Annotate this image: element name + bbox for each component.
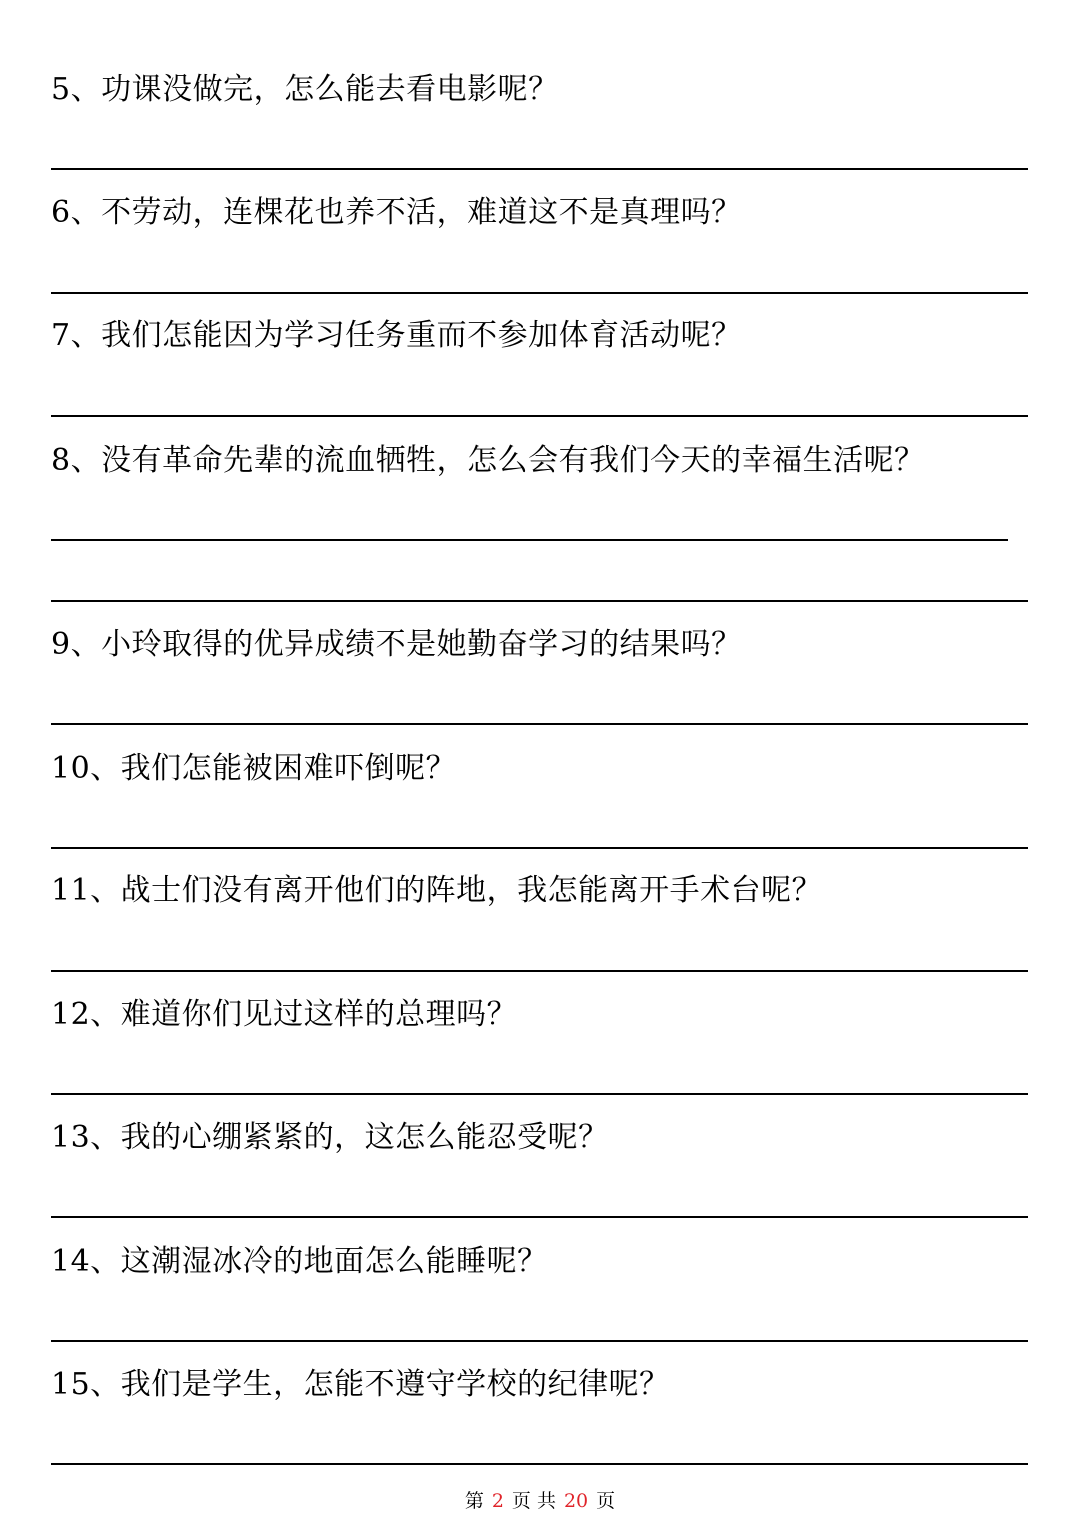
total-pages-number: 20 bbox=[563, 1490, 589, 1512]
question-9: 9、小玲取得的优异成绩不是她勤奋学习的结果吗？ bbox=[51, 627, 742, 662]
answer-line bbox=[51, 723, 1028, 725]
answer-line bbox=[51, 292, 1028, 294]
footer-suffix: 页 bbox=[596, 1490, 616, 1512]
footer-prefix: 第 bbox=[464, 1490, 484, 1512]
question-14: 14、这潮湿冰冷的地面怎么能睡呢？ bbox=[51, 1244, 548, 1279]
question-11: 11、战士们没有离开他们的阵地，我怎能离开手术台呢？ bbox=[51, 873, 823, 908]
question-5: 5、功课没做完，怎么能去看电影呢？ bbox=[51, 72, 559, 107]
question-15: 15、我们是学生，怎能不遵守学校的纪律呢？ bbox=[51, 1367, 670, 1402]
question-13: 13、我的心绷紧紧的，这怎么能忍受呢？ bbox=[51, 1120, 609, 1155]
answer-line bbox=[51, 970, 1028, 972]
answer-line bbox=[51, 168, 1028, 170]
page-footer bbox=[0, 1488, 1080, 1514]
answer-line bbox=[51, 1216, 1028, 1218]
question-8: 8、没有革命先辈的流血牺牲，怎么会有我们今天的幸福生活呢？ bbox=[51, 443, 925, 478]
answer-line bbox=[51, 539, 1008, 541]
answer-line bbox=[51, 1463, 1028, 1465]
answer-line bbox=[51, 1340, 1028, 1342]
answer-line bbox=[51, 415, 1028, 417]
answer-line bbox=[51, 600, 1028, 602]
current-page-number: 2 bbox=[491, 1490, 504, 1512]
footer-middle: 页 共 bbox=[511, 1490, 556, 1512]
answer-line bbox=[51, 1093, 1028, 1095]
question-6: 6、不劳动，连棵花也养不活，难道这不是真理吗？ bbox=[51, 195, 742, 230]
answer-line bbox=[51, 847, 1028, 849]
question-10: 10、我们怎能被困难吓倒呢？ bbox=[51, 751, 457, 786]
question-7: 7、我们怎能因为学习任务重而不参加体育活动呢？ bbox=[51, 318, 742, 353]
question-12: 12、难道你们见过这样的总理吗？ bbox=[51, 997, 518, 1032]
